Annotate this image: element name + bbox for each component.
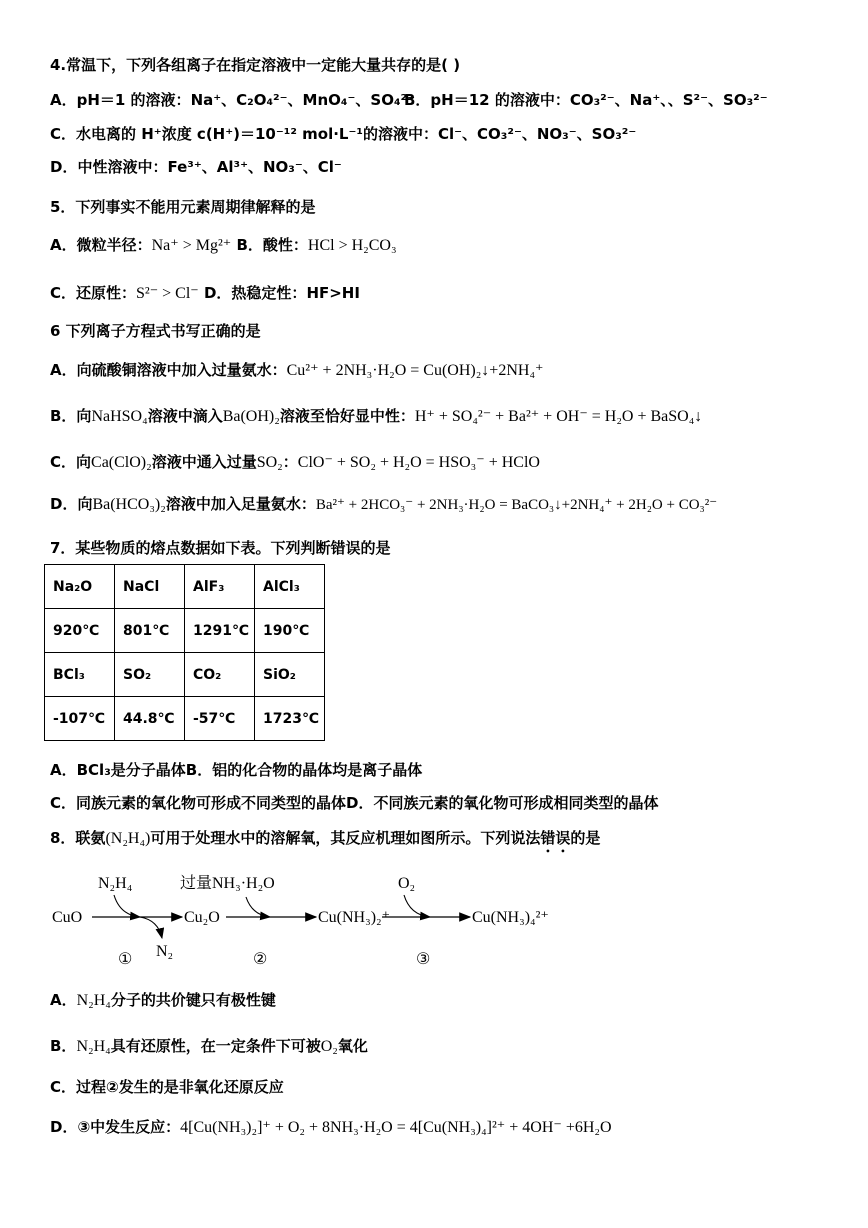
q7-d: D．不同族元素的氧化物可形成相同类型的晶体 bbox=[346, 794, 659, 812]
product-n2: N₂ bbox=[156, 943, 174, 960]
step-number-2: ② bbox=[253, 951, 268, 968]
q4-c-ions: Cl⁻、CO₃²⁻、NO₃⁻、SO₃²⁻ bbox=[437, 125, 637, 143]
q6-a-label: A．向硫酸铜溶液中加入过量氨水： bbox=[50, 361, 287, 379]
reagent3-curve bbox=[404, 895, 430, 917]
q5-c-expr: S²⁻ > Cl⁻ bbox=[136, 285, 199, 302]
q5-a-expr: Na⁺ > Mg²⁺ bbox=[151, 237, 232, 254]
reagent-nh3-h2o: 过量NH₃·H₂O bbox=[180, 875, 275, 892]
table-cell: 1723℃ bbox=[255, 697, 325, 741]
q8-stem bbox=[50, 828, 600, 856]
q6-stem: 6 下列离子方程式书写正确的是 bbox=[50, 322, 261, 340]
q4-option-c bbox=[50, 124, 636, 144]
species-cu2o: Cu₂O bbox=[184, 909, 220, 926]
table-cell: BCl₃ bbox=[45, 653, 115, 697]
q8-option-d bbox=[50, 1117, 612, 1138]
table-cell: 190℃ bbox=[255, 609, 325, 653]
q4-option-d bbox=[50, 157, 342, 177]
q6-option-d bbox=[50, 494, 717, 515]
q4-d-label: D．中性溶液中： bbox=[50, 158, 168, 176]
table-cell: 1291℃ bbox=[185, 609, 255, 653]
reaction-mechanism-diagram bbox=[0, 860, 868, 970]
q4-option-a bbox=[50, 90, 415, 110]
species-cu-nh3-2: Cu(NH₃)₂⁺ bbox=[318, 909, 391, 926]
q6-b-reagent2: Ba(OH)₂ bbox=[222, 408, 280, 425]
table-row bbox=[45, 565, 325, 609]
q8-option-c: C．过程②发生的是非氧化还原反应 bbox=[50, 1078, 284, 1096]
table-cell: NaCl bbox=[115, 565, 185, 609]
q8-stem-emph: 错误 bbox=[540, 829, 571, 847]
q6-d-label: D．向 bbox=[50, 495, 93, 513]
q5-b-label: B．酸性： bbox=[236, 236, 308, 254]
q8-stem-c: 的是 bbox=[570, 829, 601, 847]
q6-d-reagent1: Ba(HCO₃)₂ bbox=[92, 496, 166, 513]
q7-options-ab bbox=[50, 760, 422, 780]
reagent-n2h4: N₂H₄ bbox=[98, 875, 133, 892]
q5-c-label: C．还原性： bbox=[50, 284, 137, 302]
table-cell: SiO₂ bbox=[255, 653, 325, 697]
table-row bbox=[45, 609, 325, 653]
table-cell: -107℃ bbox=[45, 697, 115, 741]
q4-b-label: B．pH＝12 的溶液中： bbox=[404, 91, 570, 109]
q6-b-label: B．向 bbox=[50, 407, 92, 425]
q8-d-eq: 4[Cu(NH₃)₂]⁺ + O₂ + 8NH₃·H₂O = 4[Cu(NH₃)₄]²⁺ + 4OH⁻ +6H₂O bbox=[180, 1119, 612, 1136]
q6-b-tail: 溶液至恰好显中性： bbox=[279, 407, 415, 425]
q5-b-expr: HCl > H₂CO₃ bbox=[307, 237, 397, 254]
q8-option-b bbox=[50, 1036, 368, 1057]
step-number-3: ③ bbox=[416, 951, 431, 968]
q6-c-reagent2: SO₂ bbox=[256, 454, 283, 471]
step-number-1: ① bbox=[118, 951, 133, 968]
product-curve bbox=[140, 917, 162, 938]
q6-c-eq: ClO⁻ + SO₂ + H₂O = HSO₃⁻ + HClO bbox=[297, 454, 540, 471]
q6-b-reagent1: NaHSO₄ bbox=[91, 408, 148, 425]
q6-d-tail: 溶液中加入足量氨水： bbox=[165, 495, 316, 513]
q4-b-ions: CO₃²⁻、Na⁺、、S²⁻、SO₃²⁻ bbox=[569, 91, 768, 109]
q4-option-b bbox=[404, 90, 768, 110]
q6-c-reagent1: Ca(ClO)₂ bbox=[91, 454, 152, 471]
q7-options-cd bbox=[50, 793, 658, 813]
q4-a-ions: Na⁺、C₂O₄²⁻、MnO₄⁻、SO₄²⁻ bbox=[190, 91, 415, 109]
q4-d-ions: Fe³⁺、Al³⁺、NO₃⁻、Cl⁻ bbox=[167, 158, 342, 176]
q7-a: A．BCl₃是分子晶体 bbox=[50, 761, 186, 779]
q7-c: C．同族元素的氧化物可形成不同类型的晶体 bbox=[50, 794, 347, 812]
q7-stem: 7．某些物质的熔点数据如下表。下列判断错误的是 bbox=[50, 539, 391, 557]
q6-b-eq: H⁺ + SO₄²⁻ + Ba²⁺ + OH⁻ = H₂O + BaSO₄↓ bbox=[414, 408, 703, 425]
q8-a-label: A． bbox=[50, 991, 77, 1009]
reagent1-curve bbox=[114, 895, 140, 917]
q6-option-c bbox=[50, 452, 540, 473]
q4-a-label: A．pH＝1 的溶液： bbox=[50, 91, 191, 109]
q6-c-tail: ： bbox=[282, 453, 298, 471]
reagent-o2: O₂ bbox=[398, 875, 416, 892]
q8-b-text2: 氧化 bbox=[337, 1037, 368, 1055]
q8-b-formula: N₂H₄ bbox=[76, 1038, 111, 1055]
melting-point-table bbox=[44, 564, 325, 741]
q5-stem: 5．下列事实不能用元素周期律解释的是 bbox=[50, 198, 316, 216]
q8-b-formula2: O₂ bbox=[320, 1038, 338, 1055]
q4-stem: 4.常温下，下列各组离子在指定溶液中一定能大量共存的是( ) bbox=[50, 56, 461, 74]
q8-a-formula: N₂H₄ bbox=[76, 992, 111, 1009]
q6-c-mid: 溶液中通入过量 bbox=[151, 453, 257, 471]
q6-b-mid: 溶液中滴入 bbox=[147, 407, 223, 425]
table-cell: -57℃ bbox=[185, 697, 255, 741]
table-cell: 920℃ bbox=[45, 609, 115, 653]
q5-a-label: A．微粒半径： bbox=[50, 236, 152, 254]
q8-d-label: D．③中发生反应： bbox=[50, 1118, 181, 1136]
table-cell: SO₂ bbox=[115, 653, 185, 697]
q8-a-text: 分子的共价键只有极性键 bbox=[110, 991, 276, 1009]
q8-stem-a: 8．联氨 bbox=[50, 829, 106, 847]
table-cell: AlF₃ bbox=[185, 565, 255, 609]
q4-c-label: C．水电离的 H⁺浓度 c(H⁺)＝10⁻¹² mol·L⁻¹的溶液中： bbox=[50, 125, 438, 143]
table-row bbox=[45, 653, 325, 697]
q5-options-ab bbox=[50, 235, 397, 256]
q6-a-eq: Cu²⁺ + 2NH₃·H₂O = Cu(OH)₂↓+2NH₄⁺ bbox=[286, 362, 544, 379]
q6-c-label: C．向 bbox=[50, 453, 92, 471]
table-cell: Na₂O bbox=[45, 565, 115, 609]
species-cuo: CuO bbox=[52, 909, 83, 926]
q8-b-text: 具有还原性，在一定条件下可被 bbox=[110, 1037, 321, 1055]
q6-option-b bbox=[50, 406, 702, 427]
q7-b: B．铝的化合物的晶体均是离子晶体 bbox=[185, 761, 423, 779]
q6-d-eq: Ba²⁺ + 2HCO₃⁻ + 2NH₃·H₂O = BaCO₃↓+2NH₄⁺ + 2H₂O + CO₃²⁻ bbox=[315, 497, 718, 513]
q8-option-a bbox=[50, 990, 276, 1011]
table-cell: 801℃ bbox=[115, 609, 185, 653]
table-cell: AlCl₃ bbox=[255, 565, 325, 609]
q8-b-label: B． bbox=[50, 1037, 77, 1055]
table-row bbox=[45, 697, 325, 741]
table-cell: 44.8℃ bbox=[115, 697, 185, 741]
q8-stem-formula: (N₂H₄) bbox=[105, 830, 151, 847]
q5-d-label: D．热稳定性： bbox=[203, 284, 307, 302]
reagent2-curve bbox=[246, 897, 270, 917]
q6-option-a bbox=[50, 360, 543, 381]
species-cu-nh3-4: Cu(NH₃)₄²⁺ bbox=[472, 909, 549, 926]
q5-options-cd bbox=[50, 283, 360, 304]
table-cell: CO₂ bbox=[185, 653, 255, 697]
q5-d-expr: HF>HI bbox=[306, 284, 360, 302]
q8-stem-b: 可用于处理水中的溶解氧，其反应机理如图所示。下列说法 bbox=[150, 829, 541, 847]
